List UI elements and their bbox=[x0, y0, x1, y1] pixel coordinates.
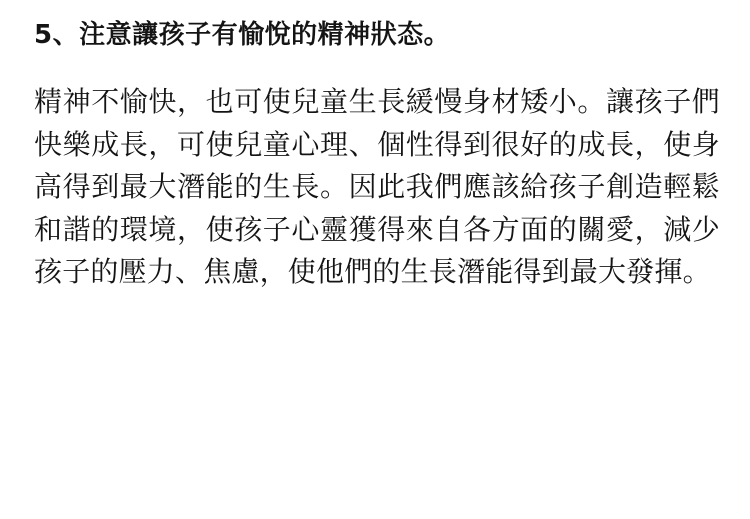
paragraph: 精神不愉快，也可使兒童生長緩慢身材矮小。讓孩子們快樂成長，可使兒童心理、個性得到很好的成長，使身高得到最大潛能的生長。因此我們應該給孩子創造輕鬆和諧的環境，使孩子心靈獲得來自各方面的關愛，減少孩子的壓力、焦慮，使他們的生長潛能得到最大發揮。 bbox=[34, 85, 720, 289]
section-heading: 5、注意讓孩子有愉悅的精神狀态。 bbox=[34, 20, 451, 50]
body-text-block bbox=[34, 81, 720, 294]
